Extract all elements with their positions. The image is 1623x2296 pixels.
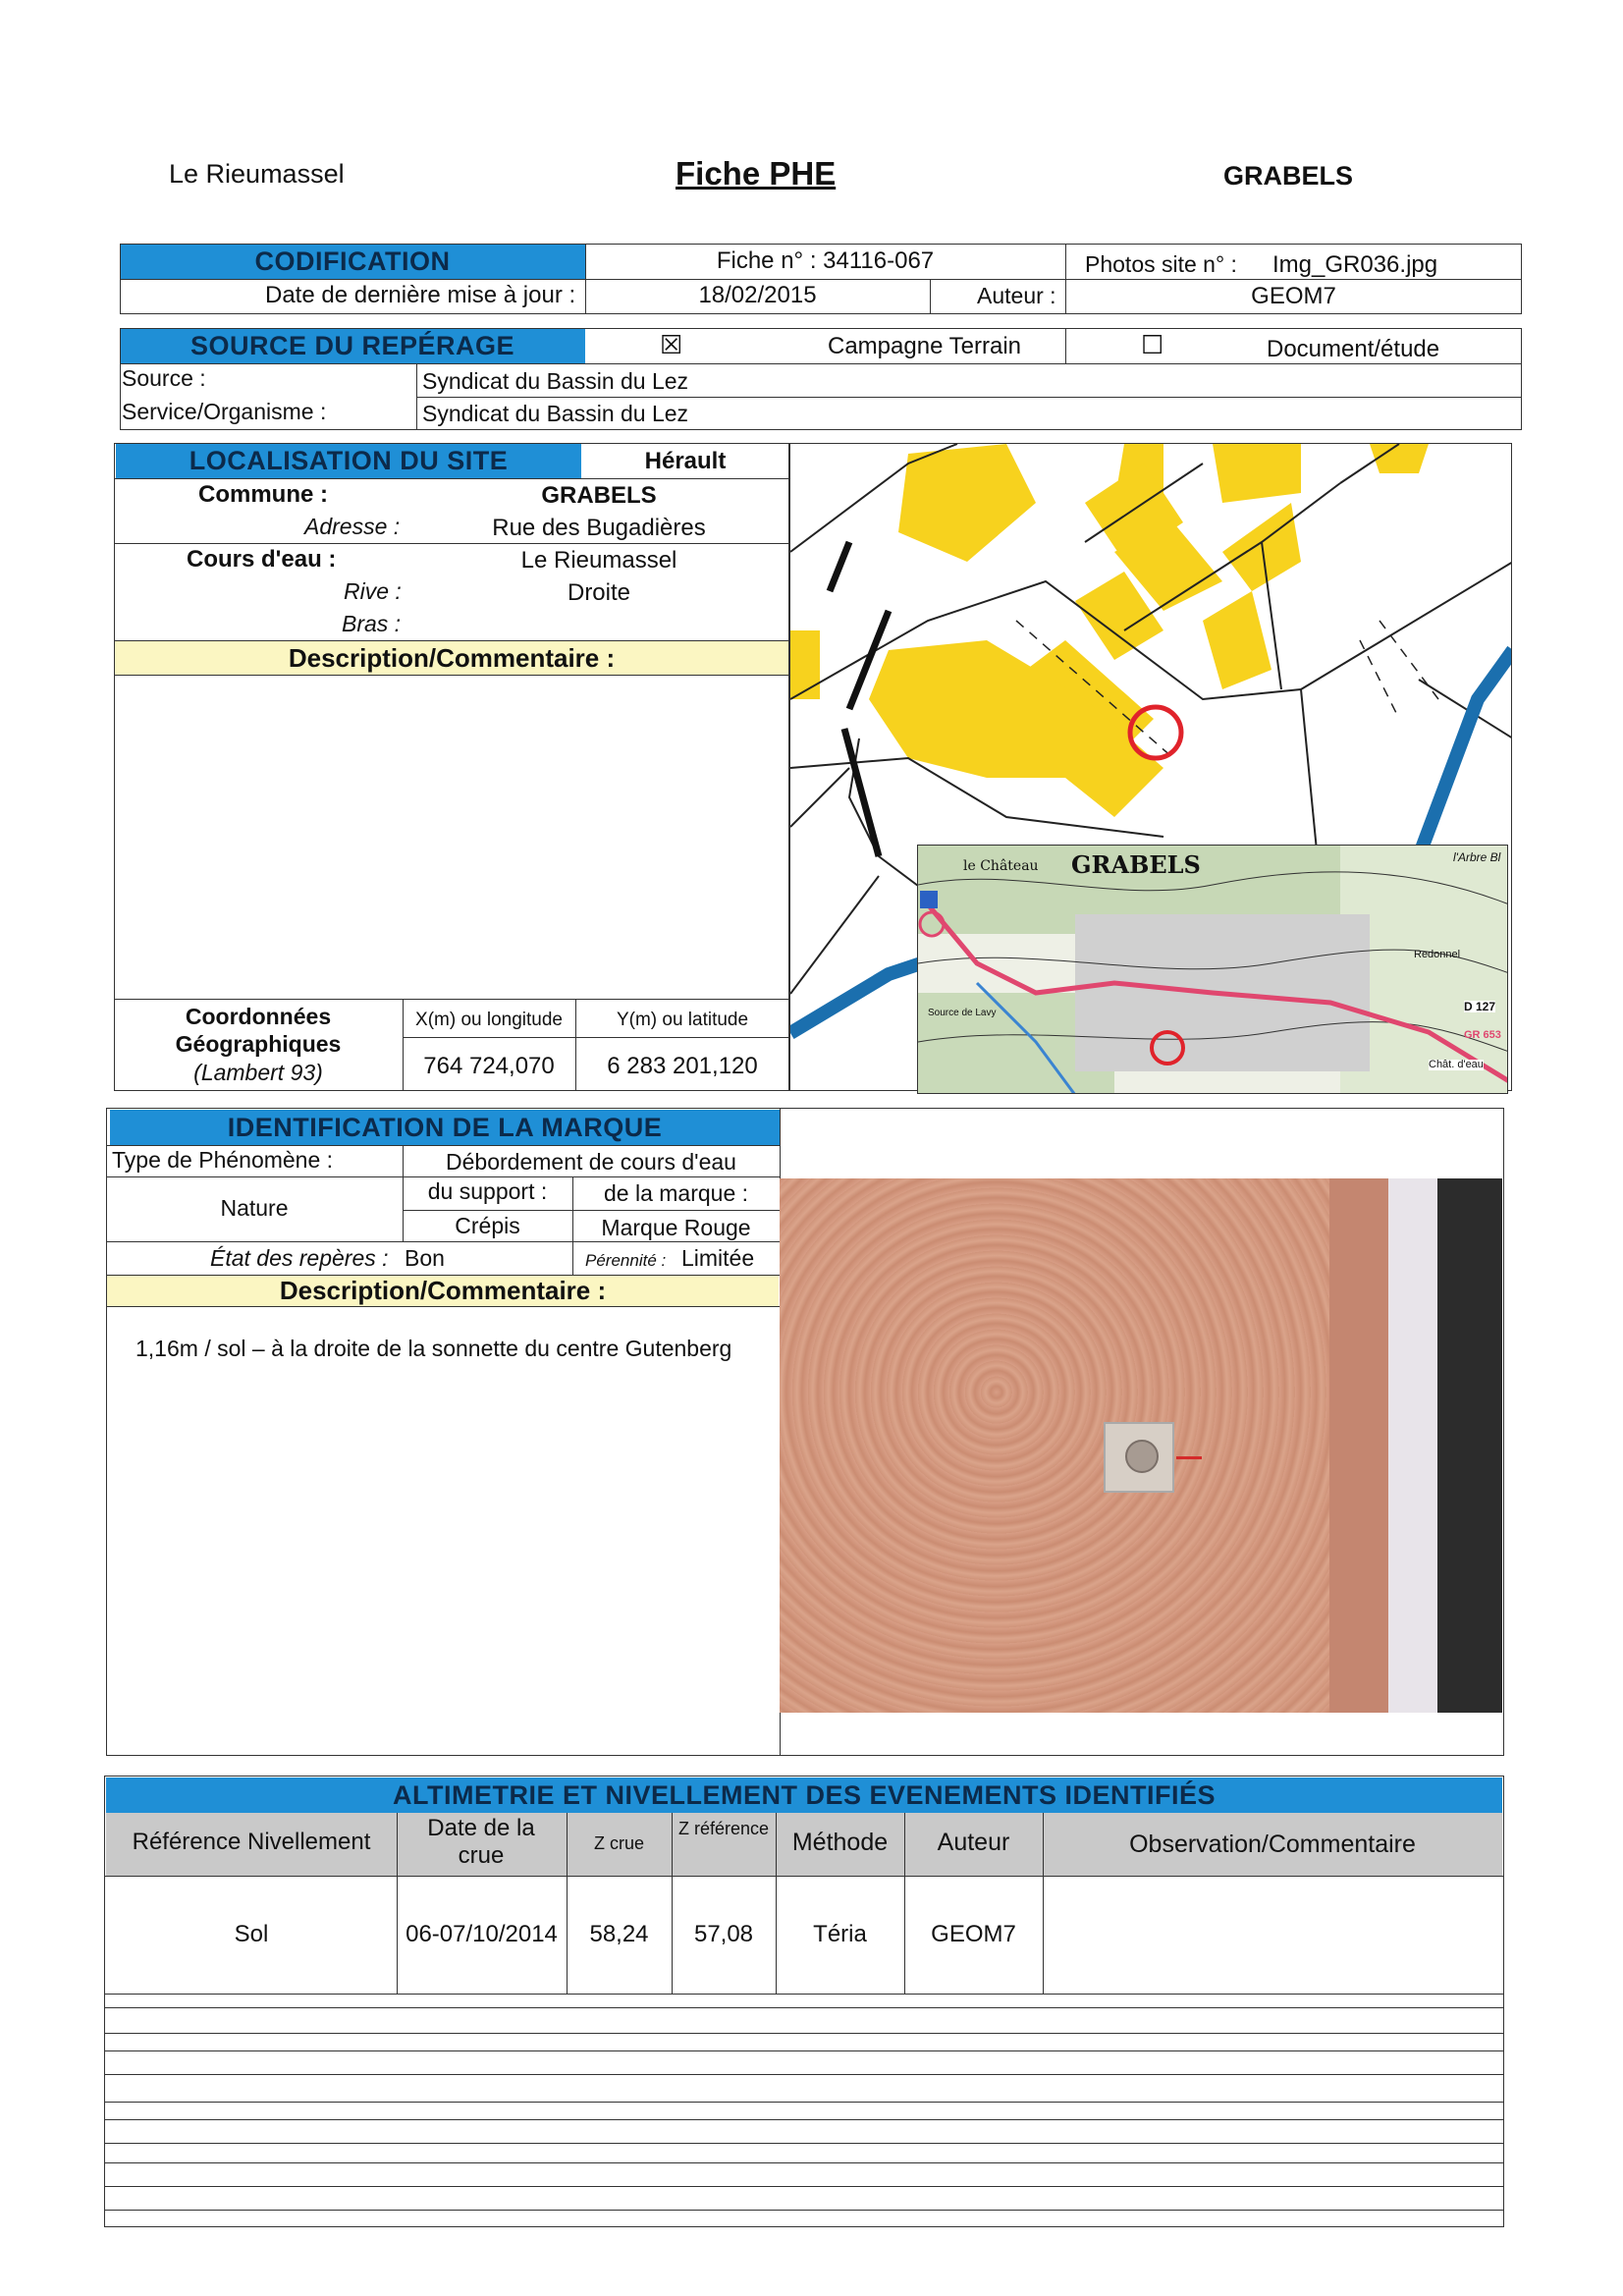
support-value: Crépis: [455, 1213, 520, 1238]
red-flood-mark: [1176, 1456, 1202, 1459]
col-auteur: Auteur: [937, 1829, 1010, 1856]
cours-value: Le Rieumassel: [520, 547, 677, 574]
marque-label: de la marque :: [603, 1180, 749, 1206]
checkbox-campagne[interactable]: ☒: [660, 330, 683, 359]
checkbox-document[interactable]: ☐: [1141, 330, 1164, 359]
adresse-label: Adresse :: [304, 514, 401, 539]
date-value: 18/02/2015: [698, 282, 817, 308]
auteur-label: Auteur :: [977, 283, 1056, 308]
fiche-number: Fiche n° : 34116-067: [716, 247, 935, 274]
identification-description-text: 1,16m / sol – à la droite de la sonnette du centre Gutenberg: [135, 1336, 732, 1361]
codification-heading: CODIFICATION: [120, 244, 585, 279]
table-cell: Sol: [234, 1921, 269, 1947]
option-campagne-terrain: Campagne Terrain: [828, 333, 1022, 359]
coord-label-1: Coordonnées: [185, 1004, 332, 1029]
table-cell: GEOM7: [931, 1921, 1016, 1947]
map-label-road1: D 127: [1464, 1000, 1496, 1013]
option-document-etude: Document/étude: [1267, 336, 1440, 362]
etat-label: État des repères :: [210, 1245, 389, 1271]
col-date: Date de la crue: [427, 1815, 535, 1869]
y-value: 6 283 201,120: [607, 1053, 758, 1079]
page-title: Fiche PHE: [676, 155, 837, 191]
service-label: Service/Organisme :: [122, 399, 327, 424]
identification-heading: IDENTIFICATION DE LA MARQUE: [110, 1110, 780, 1145]
localisation-description-heading: Description/Commentaire :: [115, 641, 788, 675]
map-label-chat: Chât. d'eau: [1429, 1059, 1484, 1070]
identification-description-heading: Description/Commentaire :: [107, 1276, 779, 1306]
source-label: Source :: [122, 365, 206, 391]
source-heading: SOURCE DU REPÉRAGE: [120, 328, 585, 363]
col-methode: Méthode: [791, 1829, 889, 1856]
coord-label-3: (Lambert 93): [193, 1060, 323, 1085]
map-label-redonnel: Redonnel: [1414, 949, 1461, 960]
altimetrie-heading: ALTIMETRIE ET NIVELLEMENT DES EVENEMENTS IDENTIFIÉS: [106, 1777, 1502, 1813]
perennite-value: Limitée: [681, 1245, 755, 1271]
header-left: Le Rieumassel: [169, 159, 345, 189]
table-cell: Téria: [813, 1921, 867, 1947]
map-label-town: GRABELS: [1071, 850, 1201, 879]
auteur-value: GEOM7: [1251, 283, 1336, 309]
commune-value: GRABELS: [541, 482, 657, 509]
bras-label: Bras :: [342, 611, 402, 636]
x-value: 764 724,070: [423, 1053, 555, 1079]
map-label-road2: GR 653: [1464, 1029, 1501, 1041]
table-cell: 57,08: [693, 1921, 754, 1947]
rive-label: Rive :: [344, 578, 402, 604]
photos-value: Img_GR036.jpg: [1272, 251, 1438, 278]
photos-label: Photos site n° :: [1085, 251, 1237, 277]
x-label: X(m) ou longitude: [415, 1010, 563, 1030]
service-value: Syndicat du Bassin du Lez: [422, 401, 689, 426]
type-label: Type de Phénomène :: [112, 1147, 334, 1173]
perennite-label: Pérennité :: [585, 1251, 667, 1270]
departement: Hérault: [644, 448, 727, 474]
rive-value: Droite: [567, 579, 631, 606]
col-reference: Référence Nivellement: [132, 1829, 371, 1855]
doorbell: [1104, 1422, 1174, 1493]
marque-value: Marque Rouge: [601, 1215, 751, 1240]
col-z-crue: Z crue: [593, 1833, 644, 1853]
map-label-source: Source de Lavy: [928, 1008, 997, 1018]
header-right: GRABELS: [1223, 161, 1354, 191]
type-value: Débordement de cours d'eau: [446, 1149, 736, 1175]
source-value: Syndicat du Bassin du Lez: [422, 368, 689, 394]
support-label: du support :: [427, 1178, 548, 1204]
col-z-reference: Z référence: [677, 1819, 770, 1838]
table-cell: 58,24: [589, 1921, 649, 1947]
map-label-arbre: l'Arbre Bl: [1453, 850, 1501, 864]
coord-label-2: Géographiques: [175, 1031, 342, 1057]
table-cell: 06-07/10/2014: [406, 1921, 558, 1947]
flood-mark-photo: [780, 1178, 1502, 1713]
date-label: Date de dernière mise à jour :: [265, 282, 576, 308]
map-label-chateau: le Château: [963, 858, 1039, 874]
nature-label: Nature: [220, 1195, 289, 1221]
col-observation: Observation/Commentaire: [1129, 1831, 1416, 1858]
cours-label: Cours d'eau :: [187, 546, 337, 573]
y-label: Y(m) ou latitude: [616, 1010, 749, 1030]
topographic-map-inset: [917, 845, 1508, 1094]
adresse-value: Rue des Bugadières: [492, 515, 706, 541]
commune-label: Commune :: [198, 481, 328, 508]
localisation-heading: LOCALISATION DU SITE: [116, 443, 581, 478]
etat-value: Bon: [405, 1245, 445, 1271]
